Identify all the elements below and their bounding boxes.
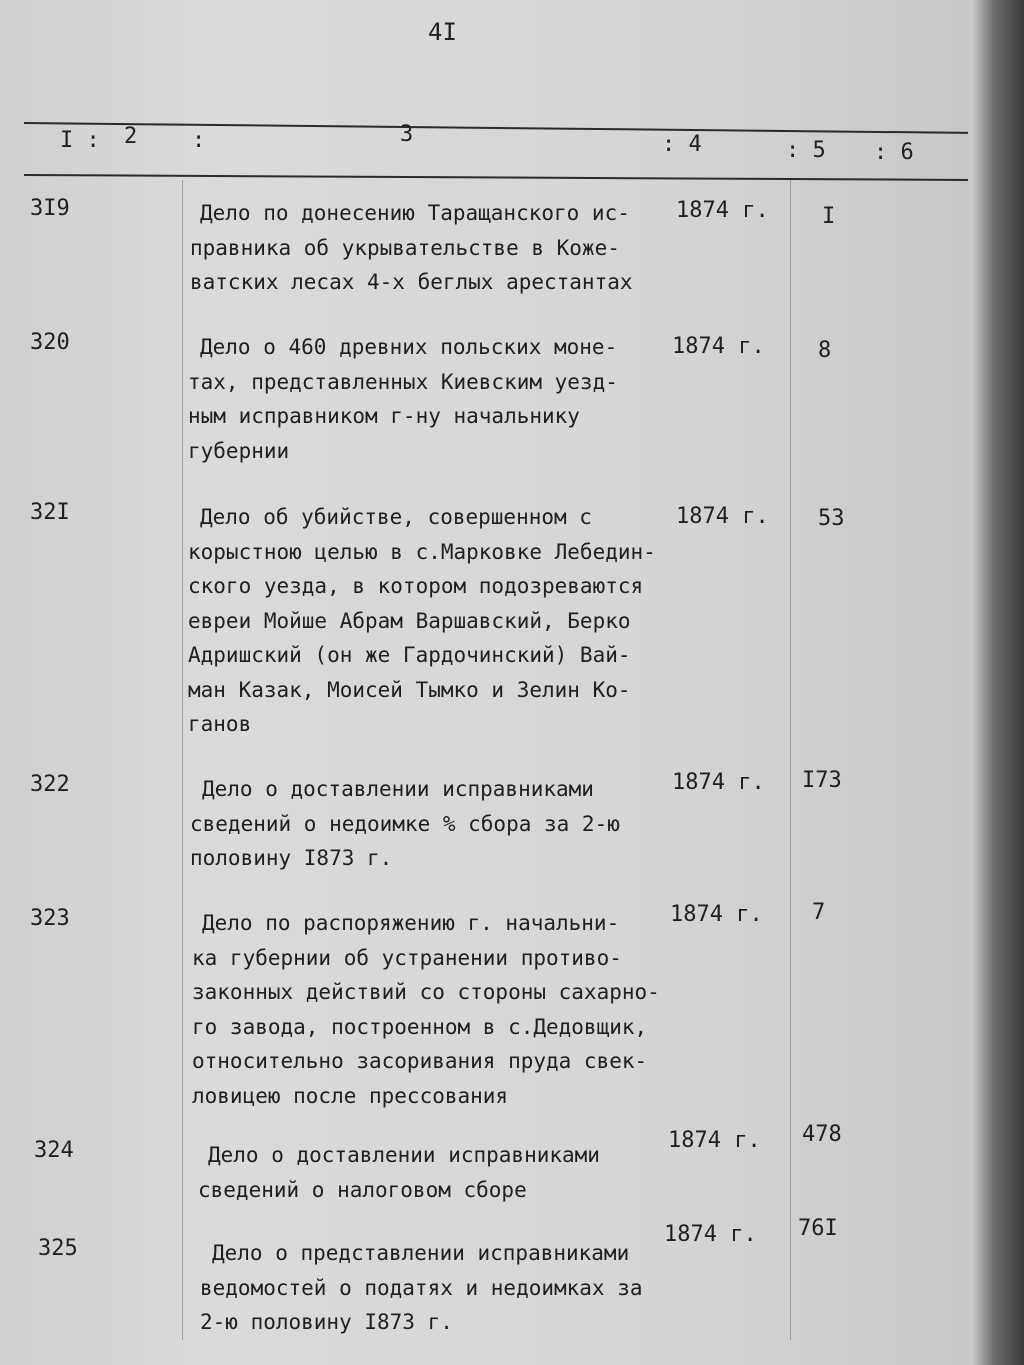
header-top-rule (24, 122, 968, 134)
entry-number: 323 (30, 906, 70, 931)
entry-sheet-count: 8 (818, 338, 832, 363)
header-col-1: I : (60, 128, 100, 153)
entry-description: Дело по донесению Таращанского ис- правника об укрывательстве в Коже- ватских лесах 4-х беглых арестантах (190, 201, 633, 294)
entry-description: Дело о доставлении исправниками сведений о налоговом сборе (198, 1143, 600, 1202)
entry-year: 1874 г. (664, 1222, 757, 1247)
entry-description: Дело по распоряжению г. начальни- ка губернии об устранении противо- законных действий со стороны сахарно- го завода, построенном в с.Дедовщик, относительно засоривания пруда свек- ловицею после прессования (192, 911, 660, 1108)
header-col-5: : 5 (786, 138, 826, 163)
entry-sheet-count: 76I (798, 1216, 838, 1241)
entry-sheet-count: I (822, 204, 836, 229)
header-col-2: 2 (124, 124, 138, 149)
entry-number: 320 (30, 330, 70, 355)
header-separator: : (192, 128, 206, 153)
entry-year: 1874 г. (670, 902, 763, 927)
entry-sheet-count: 7 (812, 900, 826, 925)
header-bottom-rule (24, 174, 968, 181)
entry-description: Дело о 460 древних польских моне- тах, представленных Киевским уезд- ным исправником г-ну начальнику губернии (188, 335, 618, 463)
entry-description: Дело о доставлении исправниками сведений о недоимке % сбора за 2-ю половину I873 г. (190, 777, 620, 870)
entry-year: 1874 г. (676, 504, 769, 529)
entry-year: 1874 г. (672, 770, 765, 795)
header-col-6: : 6 (874, 140, 914, 165)
entry-number: 324 (34, 1138, 74, 1163)
column-divider-left (182, 180, 183, 1340)
entry-year: 1874 г. (676, 198, 769, 223)
header-col-3: 3 (400, 122, 414, 147)
entry-sheet-count: 53 (818, 506, 845, 531)
entry-description: Дело о представлении исправниками ведомостей о податях и недоимках за 2-ю половину I873 г. (200, 1241, 643, 1334)
entry-number: 32I (30, 500, 70, 525)
entry-number: 3I9 (30, 196, 70, 221)
entry-sheet-count: I73 (802, 768, 842, 793)
page-number: 4I (428, 18, 457, 46)
entry-number: 325 (38, 1236, 78, 1261)
entry-sheet-count: 478 (802, 1122, 842, 1147)
entry-description: Дело об убийстве, совершенном с корыстною целью в с.Марковке Лебедин- ского уезда, в котором подозреваются евреи Мойше Абрам Варшавский, Берко Адришский (он же Гардочинский) Вай- ман Казак, Моисей Тымко и Зелин Ко- ганов (188, 505, 656, 736)
entry-number: 322 (30, 772, 70, 797)
header-col-4: : 4 (662, 132, 702, 157)
column-divider-right (790, 180, 791, 1340)
entry-year: 1874 г. (672, 334, 765, 359)
entry-year: 1874 г. (668, 1128, 761, 1153)
